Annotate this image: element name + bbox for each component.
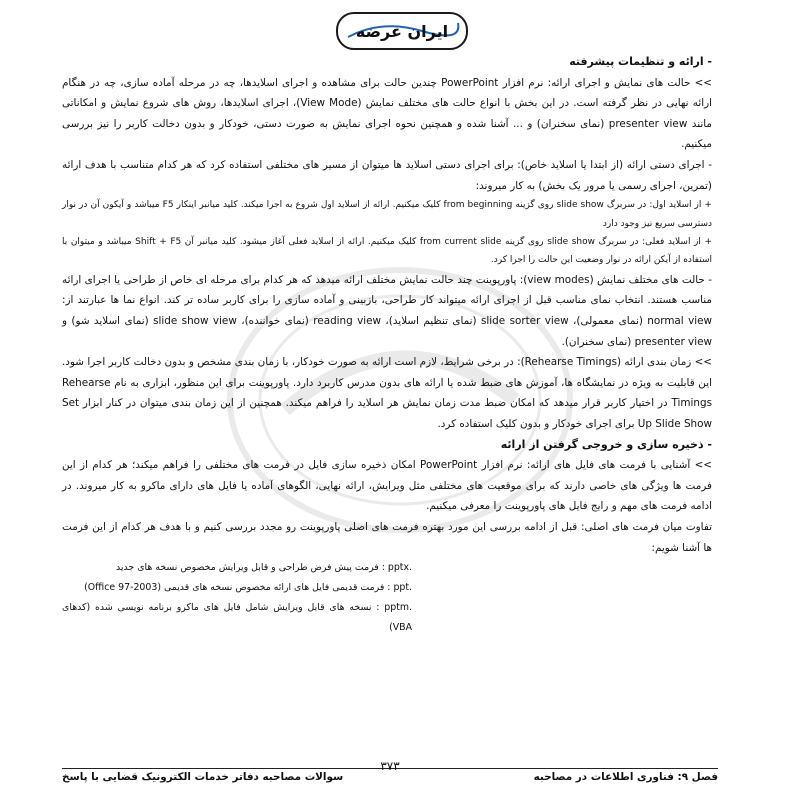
- bullet-item: + از اسلاید اول: در سربرگ slide show روی گزینه from beginning کلیک میکنیم. ارائه از اسلاید اول شروع به اجرا میکند. کلید میانبر اینکار F5 میباشد و آیکون آن در نوار دسترسی سریع نیز وجود دارد: [62, 200, 712, 229]
- section-heading: - ارائه و تنظیمات پیشرفته: [569, 55, 712, 68]
- logo-text: ایران عرضه: [355, 21, 449, 41]
- bullet-item: + از اسلاید فعلی: در سربرگ slide show روی گزینه from current slide کلیک میکنیم. ارائه از اسلاید فعلی آغاز میشود. کلید میانبر آن Shift + F5 میباشد و میتوان با استفاده از آیکن ارائه در نوار وضعیت این حالت را اجرا کرد.: [62, 236, 713, 266]
- paragraph: تفاوت میان فرمت های اصلی: قبل از ادامه بررسی این مورد بهتره فرمت های اصلی پاورپوینت رو مجدد بررسی کنیم و با هدف هر کدام از این فرمت ها آشنا شویم:: [62, 520, 712, 554]
- book-title: سوالات مصاحبه دفاتر خدمات الکترونیک قضایی با پاسخ: [62, 771, 344, 783]
- paragraph: - حالت های مختلف نمایش (view modes): پاورپوینت چند حالت نمایش مختلف ارائه میدهد که هر کدام برای مرحله ای خاص از طراحی یا اجرای ارائه مناسب هستند. انتخاب نمای مناسب قبل از اجرای ارائه میتواند کار طراحی، بازبینی و آماده سازی را برای کاربر ساده تر کند. انواع نما ها عبارتند از: normal view (نمای معمولی)، slide sorter view (نمای تنظیم اسلاید)، reading view (نمای خواننده)، slide show view (نمای اسلاید شو) و presenter view (نمای سخنران).: [62, 273, 713, 348]
- paragraph: >> آشنایی با فرمت های فایل های ارائه: نرم افزار PowerPoint امکان ذخیره سازی فایل در فرمت های مختلفی را فراهم میکند؛ هر کدام از این فرمت ها ویژگی های خاصی دارند که برای موقعیت های مختلفی مثل ویرایش، ارائه نهایی، الگوهای آماده یا فایل های دارای ماکرو به کار میروند. در ادامه فرمت های مهم و رایج فایل های پاورپوینت را معرفی میکنیم.: [62, 459, 712, 513]
- section-heading: - ذخیره سازی و خروجی گرفتن از ارائه: [500, 437, 712, 451]
- document-body: [62, 52, 712, 638]
- file-extension-item: .pptm : نسخه های قابل ویرایش شامل فایل های ماکرو برنامه نویسی شده (کدهای VBA): [62, 602, 412, 634]
- paragraph: >> حالت های نمایش و اجرای ارائه: نرم افزار PowerPoint چندین حالت برای مشاهده و اجرای اسلایدها، چه در مرحله آماده سازی، چه در هنگام ارائه نهایی در نظر گرفته است. در این بخش با انواع حالت های مختلف نمایش (View Mode)، اجرای اسلایدها، روش های شروع نمایش و امکاناتی مانند presenter view (نمای سخنران) و ... آشنا شده و همچنین نحوه اجرای نمایش به صورت دستی، خودکار و بدون دخالت کاربر را نیز بررسی میکنیم.: [62, 76, 712, 151]
- file-extension-item: .ppt : فرمت قدیمی فایل های ارائه مخصوص نسخه های قدیمی (Office 97-2003): [84, 582, 412, 594]
- page-number: ۳۷۳: [380, 759, 400, 773]
- logo: [336, 12, 468, 50]
- paragraph: - اجرای دستی ارائه (از ابتدا یا اسلاید خاص): برای اجرای دستی اسلاید ها میتوان از مسیر های مختلفی استفاده کرد که هر کدام متناسب با هدف ارائه (تمرین، اجرای رسمی یا مرور یک بخش) به کار میروند:: [62, 158, 712, 192]
- paragraph: >> زمان بندی ارائه (Rehearse Timings): در برخی شرایط، لازم است ارائه به صورت خودکار، با زمان بندی مشخص و بدون دخالت کاربر اجرا شود. این قابلیت به ویژه در نمایشگاه ها، آموزش های ضبط شده یا ارائه های بدون مدرس کاربرد دارد. پاورپوینت برای این منظور، ابزاری به نام Rehearse Timings در اختیار کاربر قرار میدهد که امکان ضبط مدت زمان نمایش هر اسلاید را فراهم میکند. همچنین از این زمان بندی میتوان در کنار ابزار Set Up Slide Show برای اجرای خودکار و بدون کلیک استفاده کرد.: [62, 356, 713, 430]
- page-footer: [62, 759, 718, 791]
- chapter-title: فصل ۹: فناوری اطلاعات در مصاحبه: [533, 771, 718, 783]
- file-extension-item: .pptx : فرمت پیش فرض طراحی و قابل ویرایش مخصوص نسخه های جدید: [115, 562, 412, 574]
